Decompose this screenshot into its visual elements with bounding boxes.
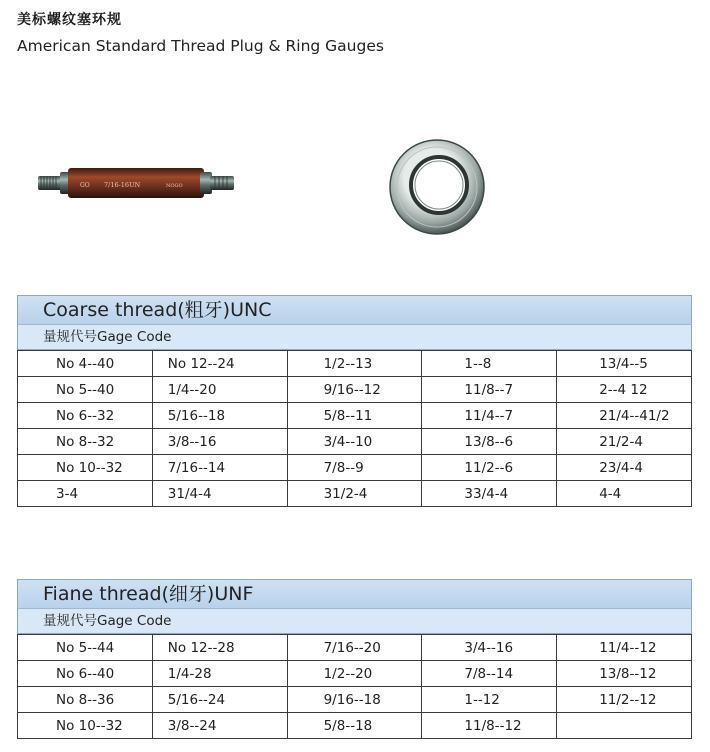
gage-code-cell: 21/2-4: [557, 429, 692, 455]
gage-code-cell: No 4--40: [18, 351, 153, 377]
gage-code-cell: 33/4-4: [422, 481, 557, 507]
gage-code-cell: 11/8--12: [422, 713, 557, 739]
table-row: [18, 661, 692, 687]
gage-code-cell: 3/4--10: [287, 429, 422, 455]
unc-gage-code-header: 量规代号Gage Code: [17, 324, 692, 350]
gage-code-cell: No 10--32: [18, 455, 153, 481]
gage-code-cell: 5/16--18: [152, 403, 287, 429]
gage-code-cell: No 6--40: [18, 661, 153, 687]
gage-code-cell: 23/4-4: [557, 455, 692, 481]
gage-code-cell: 9/16--18: [287, 687, 422, 713]
plug-go-label: GO: [80, 182, 90, 189]
table-row: [18, 351, 692, 377]
gage-code-cell: 1/2--13: [287, 351, 422, 377]
gage-code-cell: 1/4-28: [152, 661, 287, 687]
gage-code-cell: 13/8--12: [557, 661, 692, 687]
gage-code-cell: 4-4: [557, 481, 692, 507]
table-row: [18, 403, 692, 429]
gage-code-cell: No 5--44: [18, 635, 153, 661]
gage-code-cell: 31/2-4: [287, 481, 422, 507]
gage-code-cell: 3-4: [18, 481, 153, 507]
unf-gage-code-header: 量规代号Gage Code: [17, 608, 692, 634]
gage-code-cell: 7/16--14: [152, 455, 287, 481]
page-title-english: American Standard Thread Plug & Ring Gauges: [17, 37, 384, 55]
gage-code-cell: No 8--36: [18, 687, 153, 713]
gage-code-cell: 7/8--9: [287, 455, 422, 481]
thread-ring-gauge-image: [388, 138, 486, 236]
gage-code-cell: 13/4--5: [557, 351, 692, 377]
gage-code-cell: 1--8: [422, 351, 557, 377]
gage-code-cell: No 10--32: [18, 713, 153, 739]
unc-section-title: Coarse thread(粗牙)UNC: [17, 295, 692, 324]
gage-code-cell: 5/8--18: [287, 713, 422, 739]
thread-plug-gauge-image: [38, 166, 234, 202]
gage-code-cell: No 5--40: [18, 377, 153, 403]
table-row: [18, 713, 692, 739]
gage-code-cell: 13/8--6: [422, 429, 557, 455]
gage-code-cell: 11/4--12: [557, 635, 692, 661]
gage-code-cell: No 8--32: [18, 429, 153, 455]
gage-code-cell: 11/4--7: [422, 403, 557, 429]
gage-code-cell: 11/2--6: [422, 455, 557, 481]
table-row: [18, 635, 692, 661]
gage-code-cell: 1/2--20: [287, 661, 422, 687]
gage-code-cell: 7/16--20: [287, 635, 422, 661]
gage-code-cell: No 12--24: [152, 351, 287, 377]
plug-size-label: 7/16-16UN: [104, 181, 141, 189]
unf-section: [17, 579, 692, 739]
gage-code-cell: 5/16--24: [152, 687, 287, 713]
unf-section-title: Fiane thread(细牙)UNF: [17, 579, 692, 608]
gage-code-cell: 1/4--20: [152, 377, 287, 403]
table-row: [18, 429, 692, 455]
gage-code-cell: No 12--28: [152, 635, 287, 661]
gage-code-cell: 3/8--16: [152, 429, 287, 455]
gage-code-cell: 1--12: [422, 687, 557, 713]
gage-code-cell: 7/8--14: [422, 661, 557, 687]
gage-code-cell: No 6--32: [18, 403, 153, 429]
table-row: [18, 377, 692, 403]
page-title-chinese: 美标螺纹塞环规: [17, 12, 122, 28]
table-row: [18, 455, 692, 481]
plug-nogo-label: NOGO: [166, 183, 183, 189]
gage-code-cell: 9/16--12: [287, 377, 422, 403]
gage-code-cell: 31/4-4: [152, 481, 287, 507]
unc-section: [17, 295, 692, 507]
table-row: [18, 481, 692, 507]
gage-code-cell: 3/8--24: [152, 713, 287, 739]
unf-gage-table: [17, 634, 692, 739]
gage-code-cell: 11/8--7: [422, 377, 557, 403]
gage-code-cell: 3/4--16: [422, 635, 557, 661]
gage-code-cell: 2--4 12: [557, 377, 692, 403]
table-row: [18, 687, 692, 713]
gage-code-cell: 11/2--12: [557, 687, 692, 713]
gage-code-cell: 5/8--11: [287, 403, 422, 429]
gage-code-cell: 21/4--41/2: [557, 403, 692, 429]
unc-gage-table: [17, 350, 692, 507]
gage-code-cell: [557, 713, 692, 739]
